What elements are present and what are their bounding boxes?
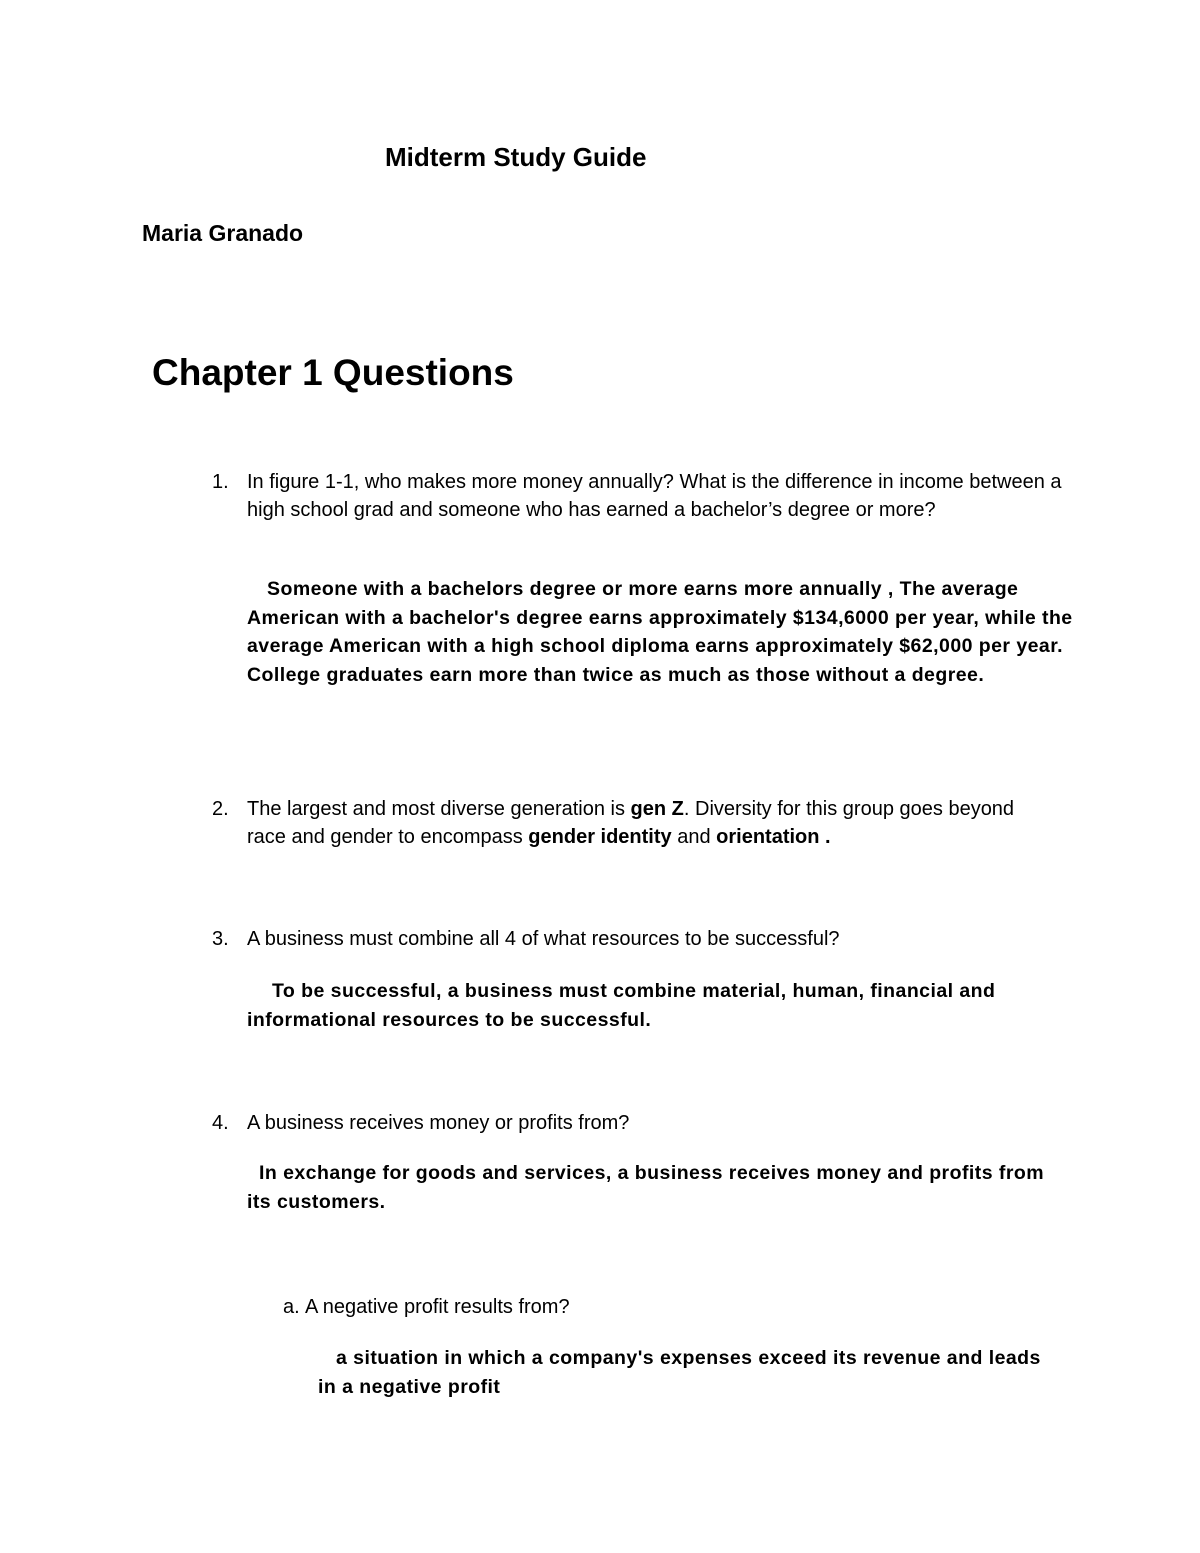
answer-text: In exchange for goods and services, a business receives money and profits from its customers. xyxy=(247,1162,1045,1213)
sub-question-a xyxy=(283,1293,1005,1321)
question-3 xyxy=(212,925,1067,953)
document-title: Midterm Study Guide xyxy=(385,142,647,172)
question-text: A business must combine all 4 of what resources to be successful? xyxy=(247,928,840,950)
question-4 xyxy=(212,1109,1067,1137)
emphasis-gen-z: gen Z xyxy=(630,798,684,820)
answer-4 xyxy=(247,1159,1047,1216)
answer-text: a situation in which a company's expenses exceed its revenue and leads in a negative profit xyxy=(318,1347,1041,1398)
question-number: 3. xyxy=(212,928,229,950)
emphasis-gender-identity: gender identity xyxy=(528,826,672,848)
question-text-part: The largest and most diverse generation is xyxy=(247,798,631,820)
emphasis-orientation: orientation . xyxy=(716,826,831,848)
sub-answer-a xyxy=(318,1344,1058,1401)
question-text: In figure 1-1, who makes more money annually? What is the difference in income between a high school grad and someone who has earned a bachelor’s degree or more? xyxy=(247,471,1062,521)
answer-3 xyxy=(247,977,1067,1034)
answer-text: To be successful, a business must combine material, human, financial and informational resources to be successful. xyxy=(247,980,996,1031)
question-text: A business receives money or profits from? xyxy=(247,1112,630,1134)
author-name: Maria Granado xyxy=(142,220,304,246)
question-number: 4. xyxy=(212,1112,229,1134)
question-number: 1. xyxy=(212,471,229,493)
chapter-heading: Chapter 1 Questions xyxy=(152,352,514,393)
sub-question-text: A negative profit results from? xyxy=(305,1296,570,1318)
sub-question-label: a. xyxy=(283,1296,300,1318)
question-text-part: . Diversity for this group goes beyond race and gender to encompass xyxy=(247,798,1015,848)
question-number: 2. xyxy=(212,798,229,820)
answer-text: Someone with a bachelors degree or more earns more annually , The average American with a bachelor's degree earns approximately $134,6000 per year, while the average American with a high school diploma earns approximately $62,000 per year. College graduates earn more than twice as much as those without a degree. xyxy=(247,578,1073,686)
answer-1 xyxy=(247,575,1077,689)
question-text-part: and xyxy=(671,826,717,848)
question-1 xyxy=(212,468,1067,524)
question-2 xyxy=(212,795,1027,851)
